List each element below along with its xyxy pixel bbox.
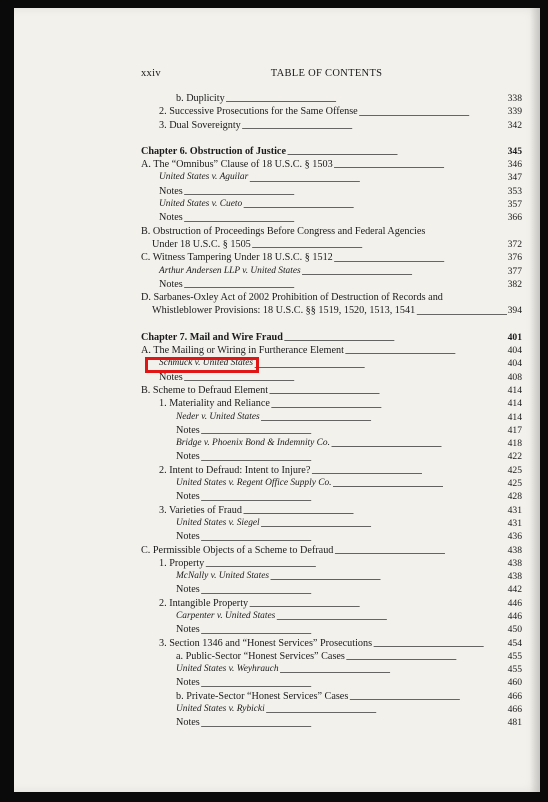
toc-case-entry [141,265,522,278]
toc-leader-dots [254,360,507,371]
toc-page-number: 404 [507,358,522,370]
toc-entry [141,371,522,384]
page-spine-shadow [530,8,540,792]
toc-case-entry [141,357,522,370]
section-gap [141,318,522,331]
toc-page-number: 455 [507,650,522,662]
toc-leader-dots [266,705,507,716]
toc-leader-dots [184,214,507,225]
toc-page-number: 466 [507,704,522,716]
toc-page-number: 366 [507,212,522,224]
toc-entry [141,278,522,291]
toc-entry-title: United States v. Regent Office Supply Co. [176,478,332,489]
toc-page-number: 338 [507,93,522,104]
toc-page-number: 466 [507,690,522,702]
toc-case-entry [141,517,522,530]
toc-leader-dots [201,426,507,437]
toc-page-number: 446 [507,610,522,622]
toc-entry [141,238,522,251]
toc-entry-title: United States v. Siegel [176,517,260,528]
toc-leader-dots [226,94,507,105]
toc-page-number: 345 [507,145,522,157]
toc-entry-title: B. Obstruction of Proceedings Before Congress and Federal Agencies [141,225,426,237]
toc-leader-dots [184,373,507,384]
toc-case-entry [141,171,522,184]
toc-leader-dots [201,453,507,464]
toc-entry-title: D. Sarbanes-Oxley Act of 2002 Prohibition of Destruction of Records and [141,292,443,304]
toc-page-number: 404 [507,345,522,357]
toc-entry [141,344,522,357]
toc-leader-dots [201,533,507,544]
toc-page-number: 339 [507,106,522,118]
toc-entry [141,623,522,636]
toc-entry-title: 1. Materiality and Reliance [159,398,270,410]
toc-entry [141,530,522,543]
toc-page-number: 408 [507,371,522,383]
toc-entry-title: Notes [176,491,200,503]
toc-entry-title: Notes [176,624,200,636]
toc-entry-title: Whistleblower Provisions: 18 U.S.C. §§ 1519, 1520, 1513, 1541 [152,305,416,317]
toc-page-number: 357 [507,199,522,211]
toc-leader-dots [201,679,507,690]
toc-leader-dots [302,267,507,278]
toc-entry [141,211,522,224]
toc-page-number: 425 [507,478,522,490]
toc-case-entry [141,437,522,450]
toc-page-number: 394 [507,305,522,317]
toc-entry-title: Notes [159,185,183,197]
toc-page-number: 436 [507,531,522,543]
toc-leader-dots [331,439,507,450]
toc-page-number: 414 [507,411,522,423]
toc-entry-title: Chapter 7. Mail and Wire Fraud [141,331,283,343]
toc-leader-dots [201,626,507,637]
toc-leader-dots [416,307,506,318]
toc-leader-dots [271,400,507,411]
toc-entry [141,450,522,463]
toc-page-number: 431 [507,517,522,529]
toc-page-number: 446 [507,597,522,609]
toc-chapter-entry [141,331,522,344]
toc-entry-title: Notes [176,584,200,596]
toc-leader-dots [249,599,506,610]
toc-leader-dots [311,466,506,477]
toc-entry [141,650,522,663]
toc-entry [141,225,522,238]
toc-leader-dots [359,108,507,119]
toc-page-number: 442 [507,584,522,596]
toc-page-number: 401 [507,331,522,343]
toc-case-entry [141,570,522,583]
toc-entry [141,583,522,596]
toc-entry [141,384,522,397]
toc-entry [141,105,522,118]
toc-leader-dots [280,665,507,676]
toc-case-entry [141,477,522,490]
toc-entry [141,291,522,304]
toc-leader-dots [287,147,507,158]
toc-page-number: 460 [507,677,522,689]
toc-page-number: 347 [507,172,522,184]
toc-page-number: 372 [507,238,522,250]
toc-entry-title: Notes [176,451,200,463]
page-title: TABLE OF CONTENTS [270,68,383,79]
page-number: xxiv [141,68,161,79]
toc-leader-dots [334,254,507,265]
toc-entry [141,557,522,570]
toc-leader-dots [333,479,507,490]
toc-leader-dots [334,546,506,557]
toc-page-number: 382 [507,278,522,290]
toc-page-number: 376 [507,252,522,264]
toc-entry-title: Notes [176,424,200,436]
toc-leader-dots [270,572,507,583]
running-head [141,68,512,84]
toc-entry-title: Arthur Andersen LLP v. United States [159,265,301,276]
table-of-contents [141,92,522,730]
toc-page-number: 414 [507,384,522,396]
toc-entry [141,490,522,503]
toc-entry-title: United States v. Cueto [159,199,243,210]
toc-page-number: 425 [507,464,522,476]
toc-entry-title: 3. Dual Sovereignty [159,119,241,131]
toc-entry [141,304,522,317]
toc-entry-title: C. Witness Tampering Under 18 U.S.C. § 1512 [141,252,333,264]
toc-leader-dots [345,346,507,357]
toc-entry [141,464,522,477]
toc-entry-title: A. The “Omnibus” Clause of 18 U.S.C. § 1503 [141,159,333,171]
toc-leader-dots [276,612,506,623]
toc-page-number: 418 [507,438,522,450]
toc-leader-dots [261,413,507,424]
toc-page-number: 428 [507,491,522,503]
toc-case-entry [141,610,522,623]
toc-page-number: 422 [507,451,522,463]
toc-page-number: 450 [507,624,522,636]
toc-case-entry [141,703,522,716]
toc-page-number: 455 [507,664,522,676]
toc-entry-title: 1. Property [159,557,205,569]
section-gap [141,132,522,145]
toc-leader-dots [252,240,507,251]
toc-entry-title: b. Duplicity [176,93,225,104]
toc-page-number: 431 [507,504,522,516]
toc-case-entry [141,198,522,211]
toc-page-number: 353 [507,185,522,197]
toc-entry-title: Schmuck v. United States [159,358,254,369]
toc-entry [141,251,522,264]
toc-leader-dots [346,652,507,663]
toc-entry-title: 2. Intent to Defraud: Intent to Injure? [159,464,311,476]
toc-entry [141,185,522,198]
toc-entry-title: Notes [159,371,183,383]
toc-leader-dots [205,559,506,570]
toc-leader-dots [243,506,507,517]
toc-leader-dots [284,333,507,344]
toc-page-number: 377 [507,265,522,277]
toc-leader-dots [201,493,507,504]
toc-leader-dots [184,187,507,198]
toc-case-entry [141,411,522,424]
toc-page-number: 438 [507,557,522,569]
toc-entry-title: B. Scheme to Defraud Element [141,384,269,396]
toc-page-number: 417 [507,424,522,436]
toc-entry-title: Bridge v. Phoenix Bond & Indemnity Co. [176,438,330,449]
toc-entry-title: a. Public-Sector “Honest Services” Cases [176,650,345,662]
book-page [14,8,540,792]
toc-entry [141,690,522,703]
toc-entry-title: 3. Varieties of Fraud [159,504,242,516]
toc-chapter-entry [141,145,522,158]
toc-entry-title: Carpenter v. United States [176,610,276,621]
toc-entry-title: United States v. Aguilar [159,172,249,183]
toc-entry-title: C. Permissible Objects of a Scheme to Defraud [141,544,334,556]
toc-entry-title: Chapter 6. Obstruction of Justice [141,145,286,157]
toc-entry-title: Notes [176,677,200,689]
toc-leader-dots [349,692,506,703]
toc-page-number: 438 [507,571,522,583]
toc-entry [141,716,522,729]
toc-page-number: 342 [507,119,522,131]
toc-entry-title: Notes [159,212,183,224]
toc-entry [141,158,522,171]
toc-leader-dots [334,160,507,171]
toc-entry-title: Neder v. United States [176,411,260,422]
toc-leader-dots [261,519,507,530]
toc-entry [141,544,522,557]
toc-page-number: 481 [507,717,522,729]
toc-entry [141,119,522,132]
toc-leader-dots [269,386,507,397]
toc-entry-title: McNally v. United States [176,571,270,582]
toc-entry [141,597,522,610]
toc-leader-dots [243,200,506,211]
toc-page-number: 346 [507,159,522,171]
toc-entry [141,637,522,650]
toc-entry-title: 3. Section 1346 and “Honest Services” Prosecutions [159,637,373,649]
toc-page-number: 414 [507,398,522,410]
toc-entry [141,676,522,689]
toc-entry-title: United States v. Rybicki [176,704,265,715]
toc-entry [141,397,522,410]
toc-leader-dots [201,586,507,597]
toc-entry-title: 2. Intangible Property [159,597,249,609]
toc-leader-dots [201,719,507,730]
toc-page-number: 438 [507,544,522,556]
toc-leader-dots [184,280,507,291]
toc-leader-dots [249,174,506,185]
toc-entry-title: A. The Mailing or Wiring in Furtherance Element [141,345,344,357]
toc-entry [141,92,522,105]
toc-entry-title: Notes [159,278,183,290]
toc-case-entry [141,663,522,676]
toc-page-number: 454 [507,637,522,649]
toc-entry-title: 2. Successive Prosecutions for the Same Offense [159,106,358,118]
toc-entry-title: Notes [176,717,200,729]
toc-leader-dots [242,121,507,132]
toc-entry-title: Notes [176,531,200,543]
toc-leader-dots [373,639,507,650]
toc-entry [141,504,522,517]
toc-entry-title: Under 18 U.S.C. § 1505 [152,238,251,250]
toc-entry-title: b. Private-Sector “Honest Services” Cases [176,690,349,702]
toc-entry-title: United States v. Weyhrauch [176,664,279,675]
toc-entry [141,424,522,437]
